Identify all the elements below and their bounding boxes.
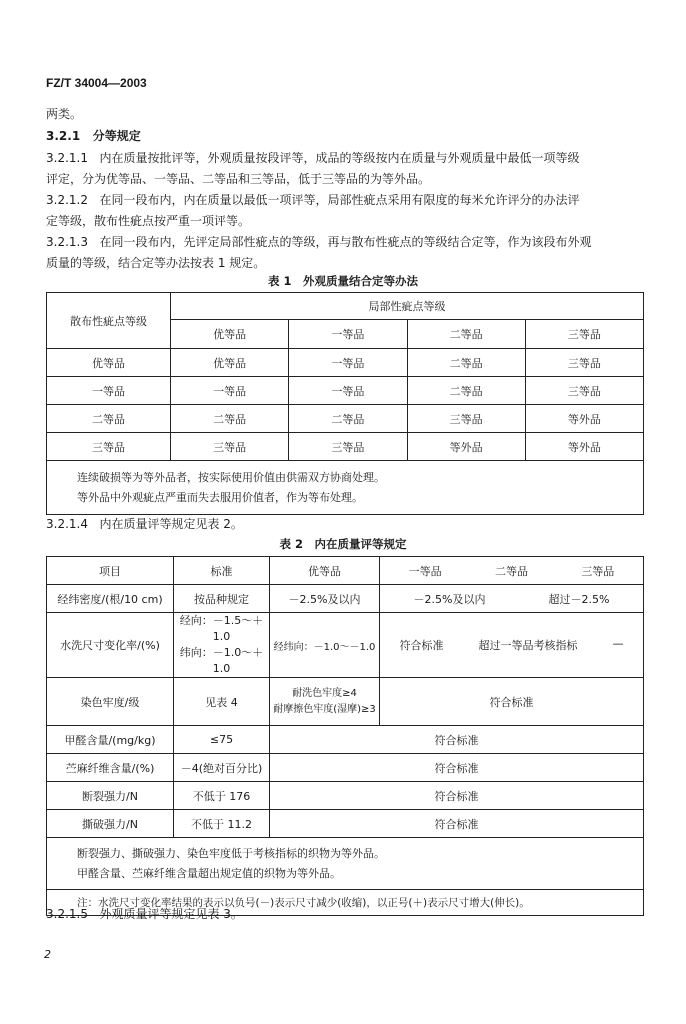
table-cell: 一等品 (171, 377, 289, 405)
table-cell: 二等品 (289, 405, 407, 433)
premium-line: 耐摩擦色牢度(湿摩)≥3 (273, 703, 376, 715)
table-cell: 三等品 (407, 405, 525, 433)
table-cell: 等外品 (525, 405, 643, 433)
paragraph-3-2-1-4 (46, 514, 646, 535)
row-premium: 经纬向：－1.0～－1.0 (270, 613, 380, 678)
row-standard: ≤75 (174, 726, 270, 754)
table-cell: 三等品 (525, 349, 643, 377)
table1-row-header: 散布性疵点等级 (47, 293, 171, 349)
table-row (47, 433, 644, 461)
table-note: 等外品中外观疵点严重而失去服用价值者，作为等布处理。 (77, 490, 363, 504)
row-rest: 符合标准 (270, 754, 644, 782)
table-row (47, 678, 644, 726)
clause-text: 定等级，散布性疵点按严重一项评等。 (46, 214, 251, 228)
standard-line: 纬向：－1.0～＋1.0 (179, 646, 264, 675)
table-cell: 一等品 (289, 349, 407, 377)
table-row (47, 754, 644, 782)
row-item: 苎麻纤维含量/(%) (47, 754, 174, 782)
table1-row-label: 三等品 (47, 433, 171, 461)
clause-text: 评定，分为优等品、一等品、二等品和三等品，低于三等品的为等外品。 (46, 172, 431, 186)
table1-caption: 表 1 外观质量结合定等办法 (267, 274, 418, 288)
table-row (47, 613, 644, 678)
standard-number-header: FZ/T 34004—2003 (46, 76, 147, 90)
table-cell: 一等品 (289, 377, 407, 405)
row-standard: 按品种规定 (174, 585, 270, 613)
clause-text: 在同一段布内，内在质量以最低一项评等，局部性疵点采用有限度的每米允许评分的办法评 (99, 193, 580, 207)
table1-column-header: 优等品 (171, 320, 289, 349)
row-grades (380, 613, 644, 678)
grade-value: －2.5%及以内 (413, 592, 486, 606)
table2-header-standard: 标准 (174, 557, 270, 585)
grade-value: — (612, 637, 624, 650)
row-grades: 符合标准 (380, 678, 644, 726)
grade-value: 超过－2.5% (548, 592, 610, 606)
clause-text: 内在质量评等规定见表 2。 (99, 517, 243, 531)
premium-line: 耐洗色牢度≥4 (292, 687, 357, 699)
table-cell: 三等品 (525, 377, 643, 405)
row-item: 断裂强力/N (47, 782, 174, 810)
table1-row-label: 二等品 (47, 405, 171, 433)
table1-row-label: 优等品 (47, 349, 171, 377)
table2-header-grades (380, 557, 644, 585)
clause-text: 外观质量评等规定见表 3。 (99, 907, 243, 921)
row-grades (380, 585, 644, 613)
table-row (47, 810, 644, 838)
table-row (47, 349, 644, 377)
table2-header-premium: 优等品 (270, 557, 380, 585)
table1-row-label: 一等品 (47, 377, 171, 405)
table1-group-header: 局部性疵点等级 (171, 293, 644, 320)
table-cell: 二等品 (407, 349, 525, 377)
clause-number: 3.2.1.3 (46, 235, 88, 249)
table2-header-item: 项目 (47, 557, 174, 585)
clause-number: 3.2.1.5 (46, 907, 88, 921)
table-cell: 优等品 (171, 349, 289, 377)
row-standard: －4(绝对百分比) (174, 754, 270, 782)
grade-value: 超过一等品考核指标 (478, 639, 578, 652)
table-row (47, 585, 644, 613)
table-cell: 二等品 (171, 405, 289, 433)
table-note: 甲醛含量、苎麻纤维含量超出规定值的织物为等外品。 (77, 866, 341, 880)
paragraph-3-2-1-3 (46, 232, 646, 274)
row-standard: 不低于 11.2 (174, 810, 270, 838)
table-cell: 三等品 (171, 433, 289, 461)
grade-label: 一等品 (408, 564, 442, 578)
table1-notes (47, 461, 644, 515)
clause-text: 质量的等级，结合定等办法按表 1 规定。 (46, 256, 266, 270)
row-item: 甲醛含量/(mg/kg) (47, 726, 174, 754)
grade-label: 三等品 (581, 564, 615, 578)
table-note: 断裂强力、撕破强力、染色牢度低于考核指标的织物为等外品。 (77, 846, 385, 860)
table1-column-header: 二等品 (407, 320, 525, 349)
row-rest: 符合标准 (270, 726, 644, 754)
table2-caption: 表 2 内在质量评等规定 (279, 537, 407, 551)
row-item: 水洗尺寸变化率/(%) (47, 613, 174, 678)
section-title: 分等规定 (92, 129, 141, 143)
row-standard (174, 613, 270, 678)
row-standard: 不低于 176 (174, 782, 270, 810)
table-row (47, 377, 644, 405)
table-row (47, 726, 644, 754)
intro-line: 两类。 (46, 107, 83, 121)
row-item: 经纬密度/(根/10 cm) (47, 585, 174, 613)
row-rest: 符合标准 (270, 782, 644, 810)
table-row (47, 782, 644, 810)
row-item: 染色牢度/级 (47, 678, 174, 726)
row-rest: 符合标准 (270, 810, 644, 838)
paragraph-3-2-1-1 (46, 148, 646, 190)
clause-text: 在同一段布内，先评定局部性疵点的等级，再与散布性疵点的等级结合定等，作为该段布外观 (99, 235, 592, 249)
table-cell: 等外品 (407, 433, 525, 461)
clause-number: 3.2.1.4 (46, 517, 88, 531)
table2-notes (47, 838, 644, 890)
row-premium: －2.5%及以内 (270, 585, 380, 613)
table-cell: 三等品 (289, 433, 407, 461)
section-3-2-1-heading (46, 126, 646, 147)
table2-footnote: 注：水洗尺寸变化率结果的表示以负号(－)表示尺寸减少(收缩)，以正号(＋)表示尺寸增大(伸长)。 (47, 890, 644, 916)
table2-internal-quality (46, 556, 644, 916)
section-number: 3.2.1 (46, 129, 81, 143)
table1-column-header: 三等品 (525, 320, 643, 349)
row-item: 撕破强力/N (47, 810, 174, 838)
row-premium (270, 678, 380, 726)
table1-grading-method (46, 292, 644, 515)
row-standard: 见表 4 (174, 678, 270, 726)
table-cell: 二等品 (407, 377, 525, 405)
table-row (47, 405, 644, 433)
paragraph-3-2-1-2 (46, 190, 646, 232)
clause-number: 3.2.1.2 (46, 193, 88, 207)
paragraph-3-2-1-5 (46, 904, 646, 925)
table-cell: 等外品 (525, 433, 643, 461)
clause-text: 内在质量按批评等，外观质量按段评等，成品的等级按内在质量与外观质量中最低一项等级 (99, 151, 580, 165)
table1-column-header: 一等品 (289, 320, 407, 349)
clause-number: 3.2.1.1 (46, 151, 88, 165)
grade-label: 二等品 (494, 564, 528, 578)
table-note: 连续破损等为等外品者，按实际使用价值由供需双方协商处理。 (77, 470, 385, 484)
standard-line: 经向：－1.5～＋1.0 (179, 614, 264, 643)
grade-value: 符合标准 (399, 639, 444, 652)
page-number: 2 (44, 948, 51, 961)
